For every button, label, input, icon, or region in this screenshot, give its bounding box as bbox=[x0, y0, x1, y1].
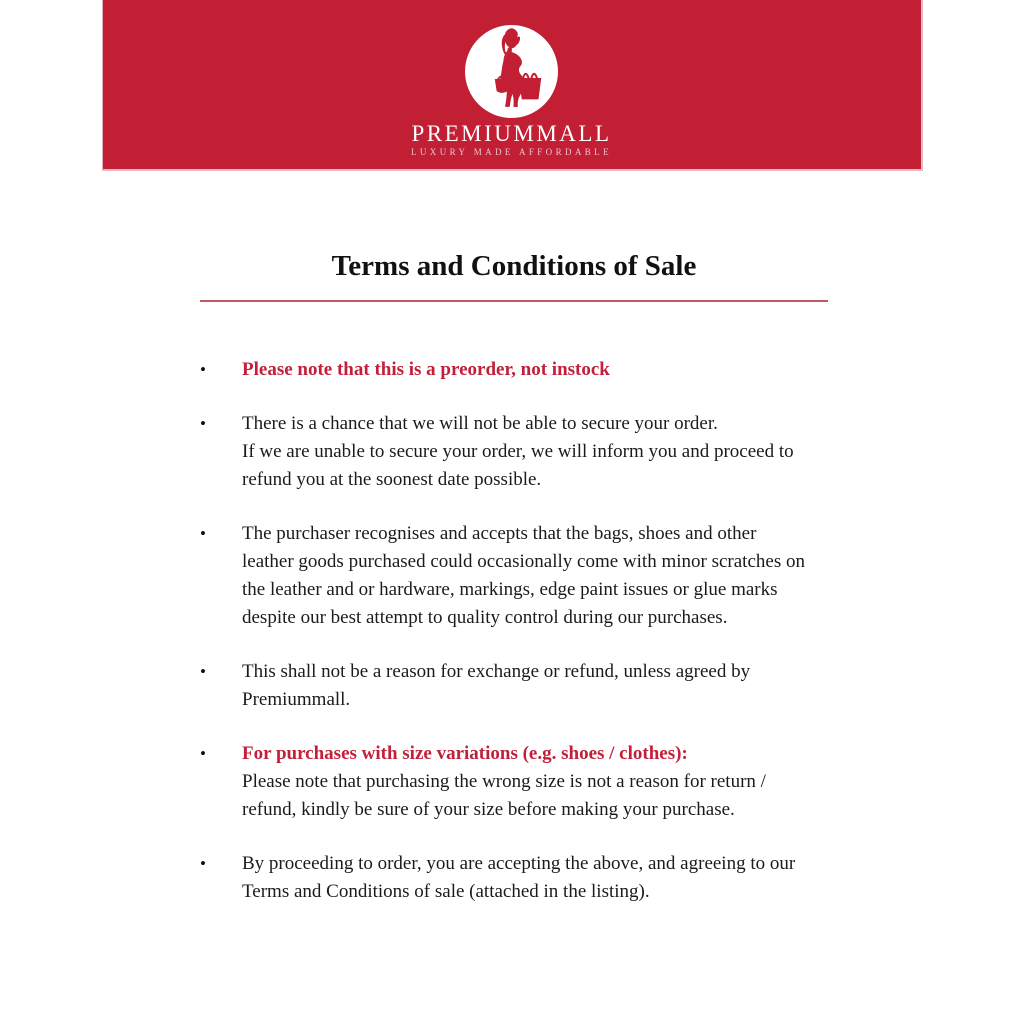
bullet-item bbox=[200, 410, 828, 494]
woman-with-shopping-bags-icon bbox=[465, 25, 558, 118]
page-title: Terms and Conditions of Sale bbox=[331, 250, 697, 282]
bullet-line-emphasis: For purchases with size variations (e.g. shoes / clothes): bbox=[242, 743, 688, 764]
bullet-line: leather goods purchased could occasionally come with minor scratches on bbox=[242, 551, 805, 572]
bullet-text bbox=[242, 410, 828, 494]
bullet-text bbox=[242, 658, 828, 714]
bullet-item bbox=[200, 740, 828, 824]
bullet-marker-icon: • bbox=[200, 854, 206, 873]
bullet-line: Premiummall. bbox=[242, 689, 351, 710]
bullet-marker-icon: • bbox=[200, 744, 206, 763]
bullet-line: Please note that purchasing the wrong size is not a reason for return / bbox=[242, 771, 766, 792]
brand-logo bbox=[465, 25, 558, 118]
bullet-line: By proceeding to order, you are accepting the above, and agreeing to our bbox=[242, 853, 796, 874]
terms-document bbox=[200, 248, 828, 906]
bullet-text bbox=[242, 356, 828, 384]
bullet-marker-icon: • bbox=[200, 524, 206, 543]
bullet-marker-icon: • bbox=[200, 360, 206, 379]
bullet-item bbox=[200, 658, 828, 714]
bullet-line: refund, kindly be sure of your size before making your purchase. bbox=[242, 799, 735, 820]
bullet-line: The purchaser recognises and accepts that the bags, shoes and other bbox=[242, 523, 757, 544]
bullet-line: despite our best attempt to quality control during our purchases. bbox=[242, 607, 728, 628]
bullet-text bbox=[242, 850, 828, 906]
bullet-line: refund you at the soonest date possible. bbox=[242, 469, 542, 490]
brand-tagline: LUXURY MADE AFFORDABLE bbox=[411, 147, 612, 157]
bullet-text bbox=[242, 740, 828, 824]
bullet-line: This shall not be a reason for exchange or refund, unless agreed by bbox=[242, 661, 751, 682]
bullet-text bbox=[242, 520, 828, 632]
bullet-line: Terms and Conditions of sale (attached in the listing). bbox=[242, 881, 650, 902]
bullet-line: There is a chance that we will not be able to secure your order. bbox=[242, 413, 718, 434]
bullet-item bbox=[200, 850, 828, 906]
bullet-list bbox=[200, 356, 828, 906]
bullet-line-emphasis: Please note that this is a preorder, not instock bbox=[242, 359, 610, 380]
brand-name: PREMIUMMALL bbox=[411, 121, 612, 146]
bullet-line: the leather and or hardware, markings, edge paint issues or glue marks bbox=[242, 579, 778, 600]
bullet-item bbox=[200, 520, 828, 632]
bullet-line: If we are unable to secure your order, we will inform you and proceed to bbox=[242, 441, 794, 462]
brand-banner bbox=[102, 0, 923, 171]
bullet-marker-icon: • bbox=[200, 414, 206, 433]
title-divider bbox=[200, 300, 828, 302]
bullet-item bbox=[200, 356, 828, 384]
bullet-marker-icon: • bbox=[200, 662, 206, 681]
